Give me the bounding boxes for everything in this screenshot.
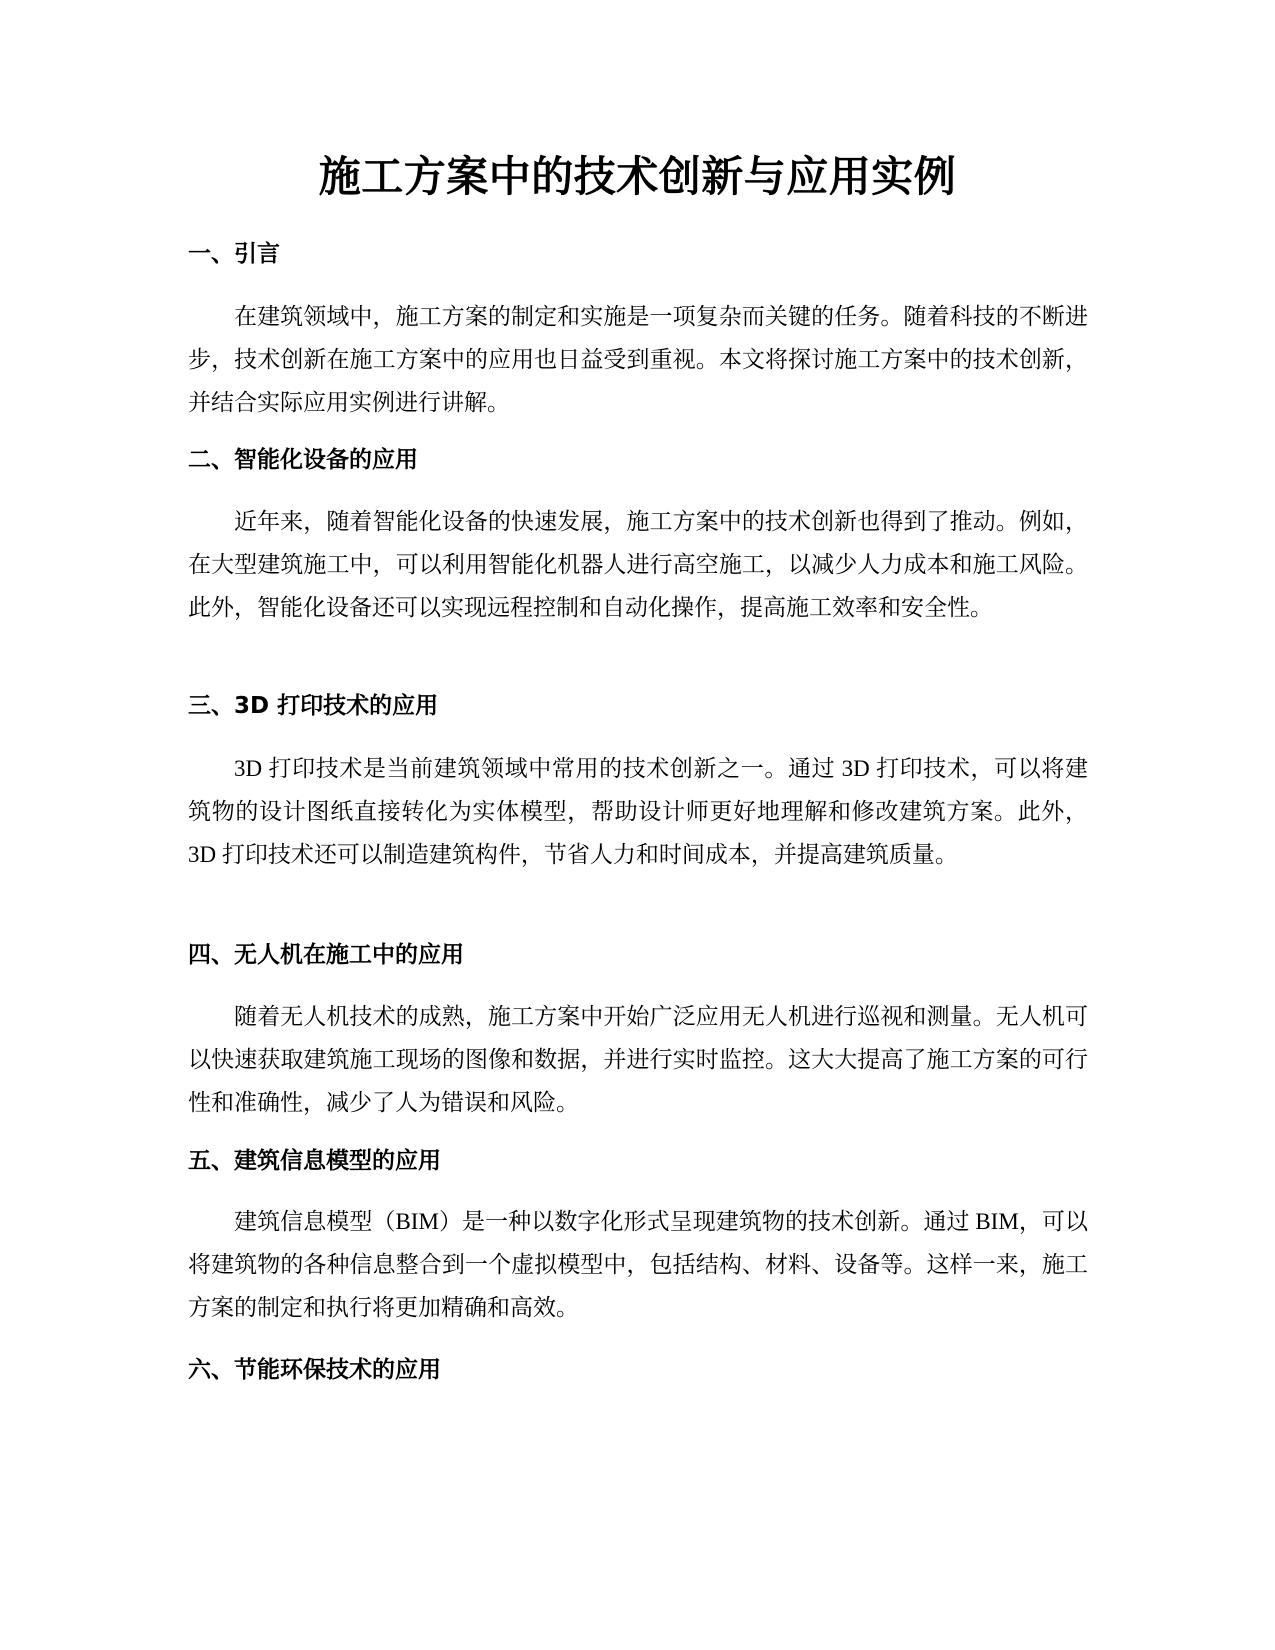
section-paragraph-3d-printing: 3D 打印技术是当前建筑领域中常用的技术创新之一。通过 3D 打印技术，可以将建筑物的设计图纸直接转化为实体模型，帮助设计师更好地理解和修改建筑方案。此外，3D 打印技术还可以制造建筑构件，节省人力和时间成本，并提高建筑质量。 <box>188 756 1088 867</box>
section-heading-3d-printing: 三、3D 打印技术的应用 <box>188 693 439 719</box>
page-title: 施工方案中的技术创新与应用实例 <box>318 152 957 201</box>
section-paragraph-introduction: 在建筑领域中，施工方案的制定和实施是一项复杂而关键的任务。随着科技的不断进步，技术创新在施工方案中的应用也日益受到重视。本文将探讨施工方案中的技术创新，并结合实际应用实例进行讲解。 <box>188 304 1088 415</box>
section-paragraph-drones: 随着无人机技术的成熟，施工方案中开始广泛应用无人机进行巡视和测量。无人机可以快速获取建筑施工现场的图像和数据，并进行实时监控。这大大提高了施工方案的可行性和准确性，减少了人为错误和风险。 <box>188 1004 1088 1115</box>
section-heading-introduction: 一、引言 <box>188 241 280 267</box>
section-heading-energy-saving: 六、节能环保技术的应用 <box>188 1357 441 1383</box>
section-paragraph-bim: 建筑信息模型（BIM）是一种以数字化形式呈现建筑物的技术创新。通过 BIM，可以将建筑物的各种信息整合到一个虚拟模型中，包括结构、材料、设备等。这样一来，施工方案的制定和执行将更加精确和高效。 <box>188 1209 1088 1320</box>
section-heading-smart-equipment: 二、智能化设备的应用 <box>188 447 418 473</box>
section-heading-drones: 四、无人机在施工中的应用 <box>188 942 464 968</box>
section-paragraph-smart-equipment: 近年来，随着智能化设备的快速发展，施工方案中的技术创新也得到了推动。例如，在大型建筑施工中，可以利用智能化机器人进行高空施工，以减少人力成本和施工风险。此外，智能化设备还可以实现远程控制和自动化操作，提高施工效率和安全性。 <box>188 509 1088 620</box>
section-heading-bim: 五、建筑信息模型的应用 <box>188 1148 441 1174</box>
